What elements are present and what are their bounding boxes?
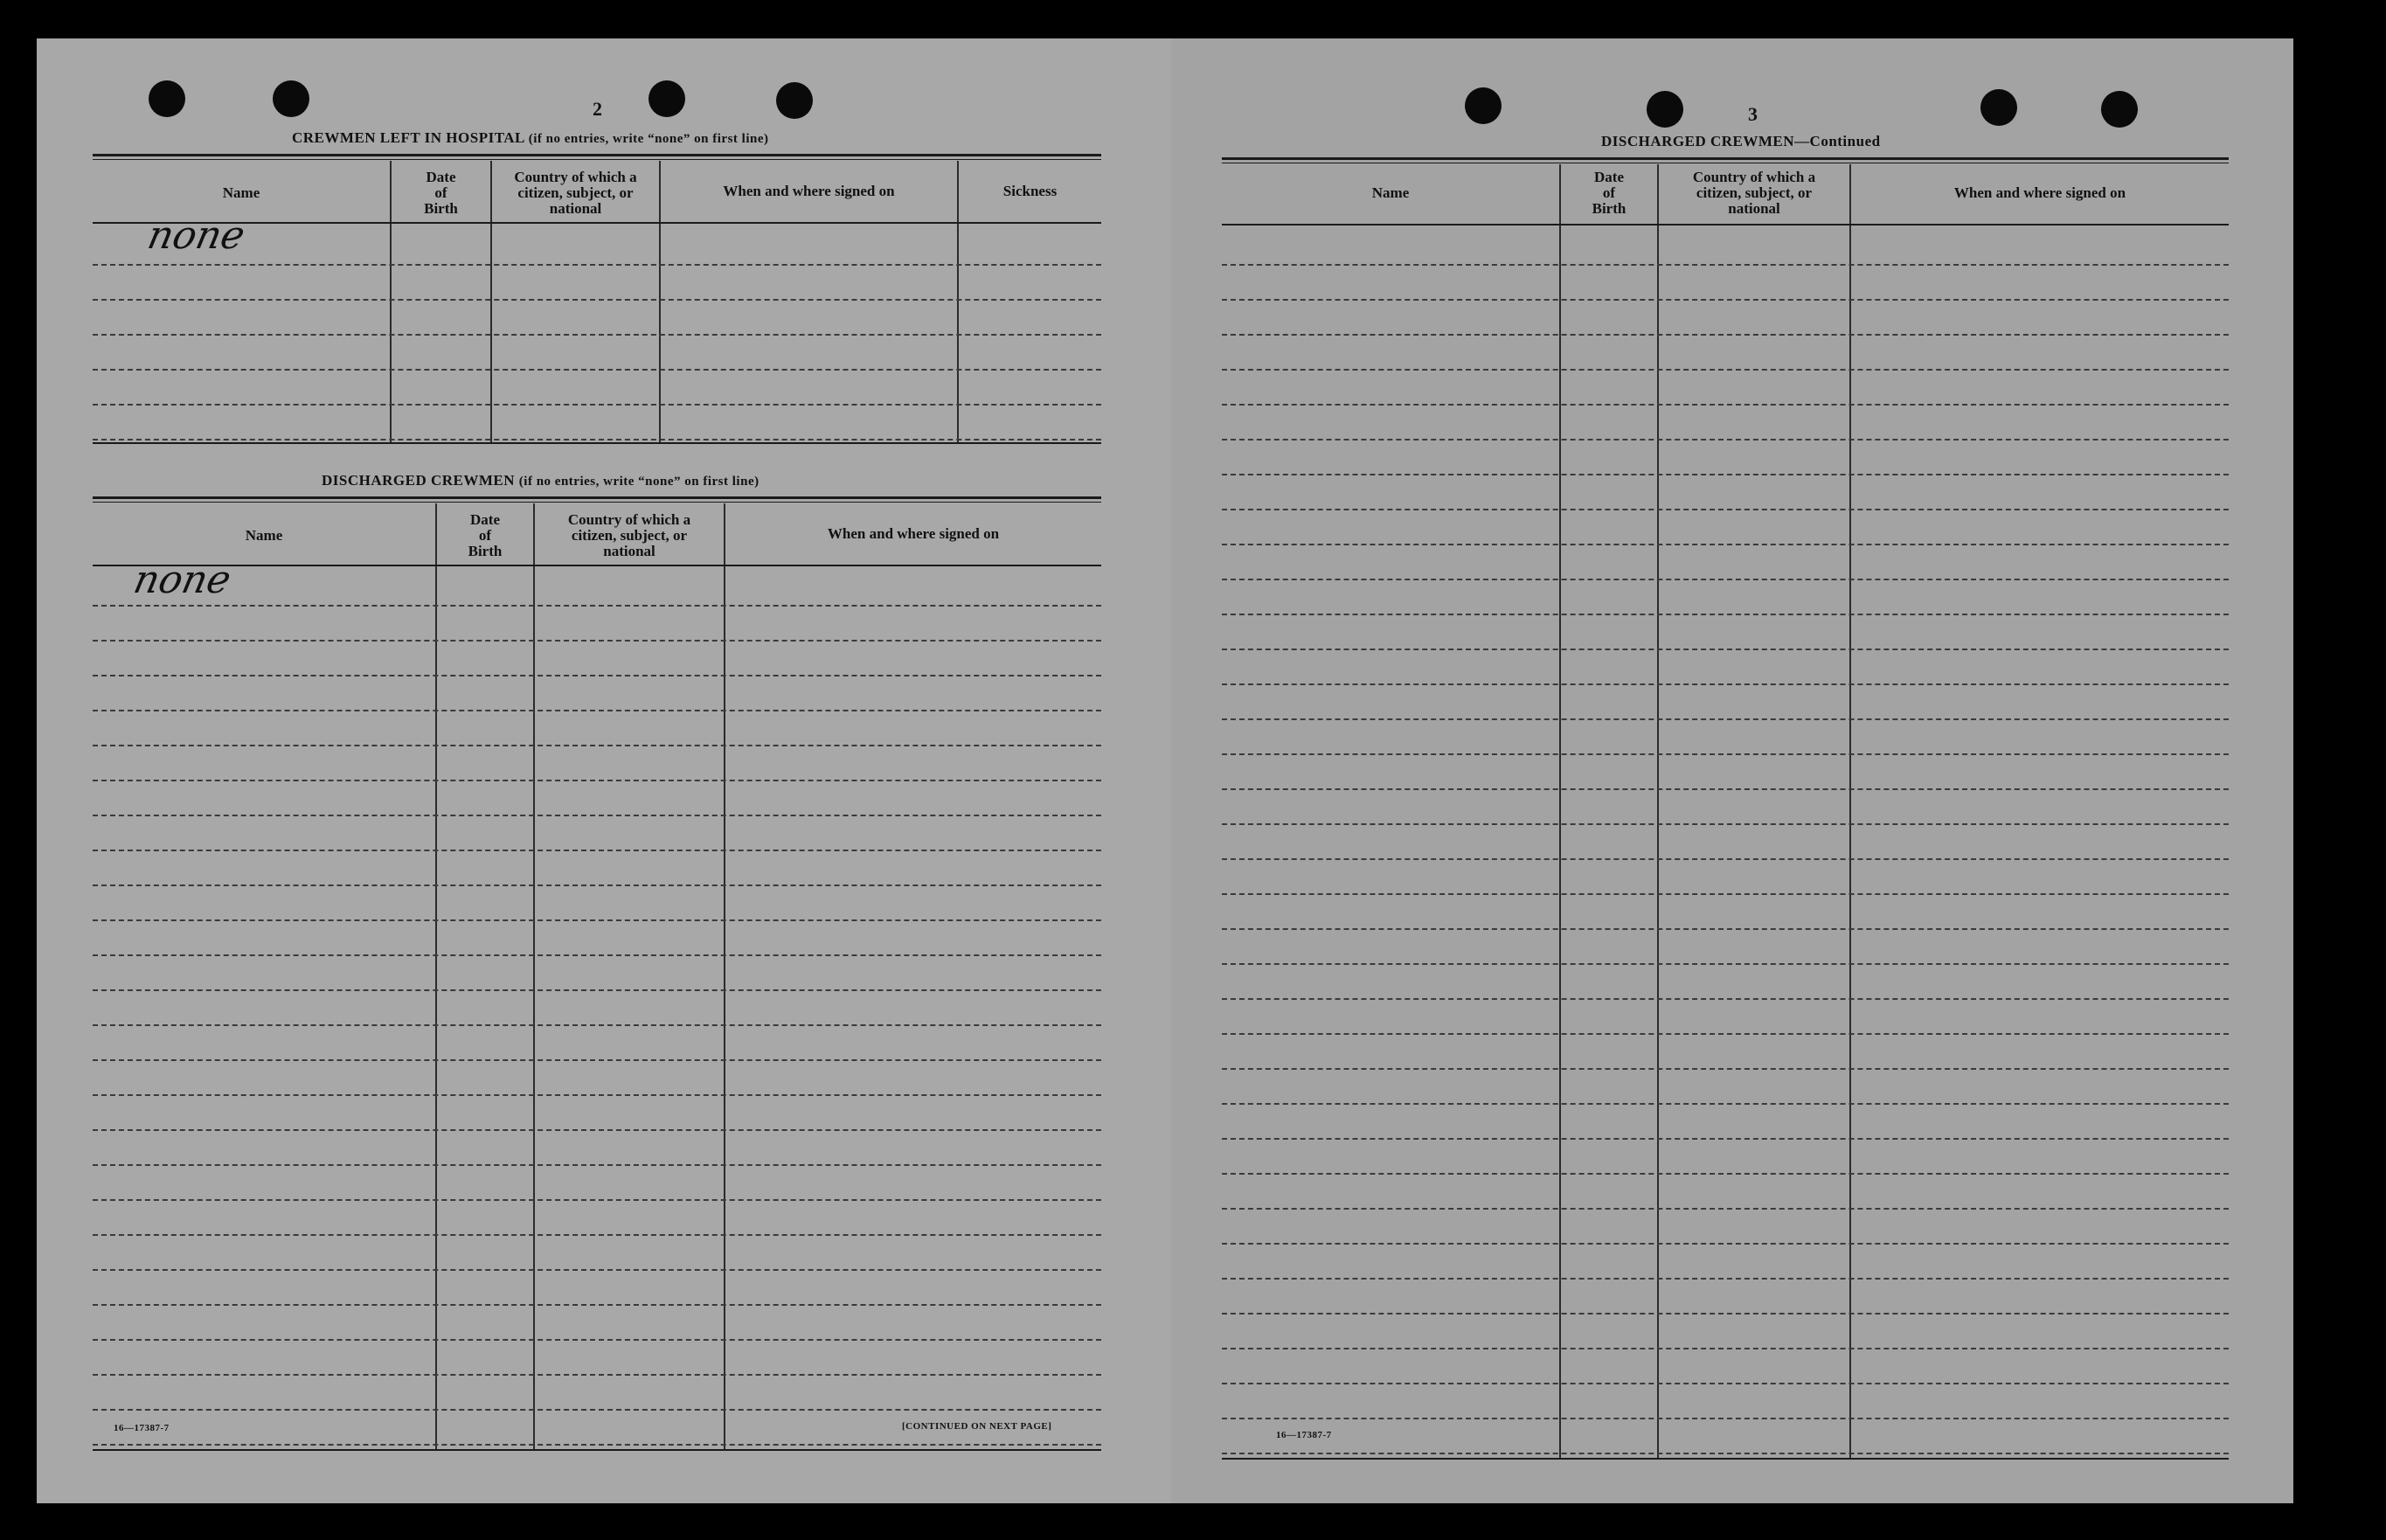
- ruled-line: [1222, 893, 2229, 895]
- discharged-header-country: Country of which a citizen, subject, or national: [567, 511, 691, 559]
- right-header-date-of-birth: Date of Birth: [1592, 169, 1627, 217]
- right-col-divider: [1559, 164, 1561, 1458]
- ruled-line: [1222, 753, 2229, 755]
- ruled-line: [1222, 1383, 2229, 1384]
- ruled-line: [93, 954, 1101, 956]
- discharged-col-divider: [533, 503, 535, 1449]
- ruled-line: [1222, 264, 2229, 266]
- ruled-line: [1222, 1278, 2229, 1280]
- hospital-bottom-rule: [93, 442, 1101, 444]
- ruled-line: [93, 745, 1101, 746]
- ruled-line: [93, 369, 1101, 371]
- continued-note: [CONTINUED ON NEXT PAGE]: [902, 1421, 1052, 1432]
- ruled-line: [1222, 1033, 2229, 1035]
- ruled-line: [1222, 788, 2229, 790]
- ruled-line: [93, 1269, 1101, 1271]
- ruled-line: [93, 1234, 1101, 1236]
- ruled-line: [1222, 718, 2229, 720]
- ruled-line: [93, 299, 1101, 301]
- discharged-col-divider: [724, 503, 725, 1449]
- right-page: [1171, 38, 2293, 1503]
- hospital-title-text: CREWMEN LEFT IN HOSPITAL: [292, 129, 524, 146]
- ruled-line: [1222, 299, 2229, 301]
- hospital-header-sickness: Sickness: [1002, 183, 1058, 199]
- ruled-line: [1222, 858, 2229, 860]
- discharged-handwritten-entry: none: [129, 558, 235, 602]
- ruled-line: [1222, 1313, 2229, 1315]
- hospital-header-date-of-birth: Date of Birth: [424, 169, 458, 217]
- hospital-header-when-where: When and where signed on: [723, 183, 895, 199]
- right-header-rule: [1222, 224, 2229, 225]
- discharged-top-rule-thin: [93, 502, 1101, 503]
- right-header-when-where: When and where signed on: [1953, 184, 2126, 201]
- ruled-line: [93, 439, 1101, 440]
- right-col-divider: [1849, 164, 1851, 1458]
- ruled-line: [93, 605, 1101, 607]
- form-code: 16—17387-7: [114, 1423, 170, 1433]
- hospital-col-divider: [659, 161, 661, 442]
- ruled-line: [93, 850, 1101, 851]
- page-number: 3: [1748, 103, 1758, 125]
- ruled-line: [93, 710, 1101, 711]
- punch-hole: [649, 80, 685, 117]
- punch-hole: [1647, 91, 1683, 128]
- ruled-line: [93, 1339, 1101, 1341]
- ledger-sheet: [37, 38, 2293, 1503]
- hospital-top-rule-thin: [93, 159, 1101, 160]
- ruled-line: [1222, 579, 2229, 580]
- ruled-line: [1222, 1418, 2229, 1419]
- ruled-line: [1222, 998, 2229, 1000]
- hospital-header-name: Name: [222, 184, 260, 201]
- ruled-line: [93, 919, 1101, 921]
- discharged-bottom-rule: [93, 1449, 1101, 1451]
- right-top-rule: [1222, 157, 2229, 160]
- ruled-line: [93, 1164, 1101, 1166]
- ruled-line: [1222, 928, 2229, 930]
- hospital-handwritten-entry: none: [143, 213, 249, 258]
- discharged-section-title: [322, 472, 759, 489]
- ruled-line: [93, 404, 1101, 406]
- ruled-line: [1222, 439, 2229, 440]
- ruled-line: [93, 1304, 1101, 1306]
- discharged-title-text: DISCHARGED CREWMEN: [322, 472, 516, 489]
- ruled-line: [93, 334, 1101, 336]
- hospital-instruction: (if no entries, write “none” on first line): [528, 132, 769, 146]
- ruled-line: [1222, 683, 2229, 685]
- ruled-line: [93, 1199, 1101, 1201]
- right-header-name: Name: [1371, 184, 1410, 201]
- ruled-line: [1222, 334, 2229, 336]
- discharged-instruction: (if no entries, write “none” on first line): [518, 475, 759, 489]
- ruled-line: [1222, 823, 2229, 825]
- ruled-line: [1222, 369, 2229, 371]
- ruled-line: [1222, 1103, 2229, 1105]
- ruled-line: [93, 675, 1101, 676]
- form-code: 16—17387-7: [1276, 1430, 1332, 1440]
- ruled-line: [1222, 1068, 2229, 1070]
- discharged-header-name: Name: [245, 527, 283, 544]
- ruled-line: [93, 1444, 1101, 1446]
- ruled-line: [93, 1374, 1101, 1376]
- ruled-line: [1222, 1453, 2229, 1454]
- punch-hole: [2101, 91, 2138, 128]
- ruled-line: [1222, 1208, 2229, 1210]
- punch-hole: [1465, 87, 1502, 124]
- ruled-line: [93, 264, 1101, 266]
- ruled-line: [1222, 509, 2229, 510]
- ruled-line: [1222, 649, 2229, 650]
- ruled-line: [1222, 474, 2229, 475]
- ruled-line: [93, 1094, 1101, 1096]
- hospital-top-rule: [93, 154, 1101, 156]
- right-header-country: Country of which a citizen, subject, or national: [1692, 169, 1816, 217]
- punch-hole: [149, 80, 185, 117]
- right-col-divider: [1657, 164, 1659, 1458]
- ruled-line: [1222, 963, 2229, 965]
- ruled-line: [1222, 404, 2229, 406]
- ruled-line: [1222, 1243, 2229, 1245]
- hospital-section-title: [292, 129, 769, 147]
- discharged-header-when-where: When and where signed on: [827, 525, 1000, 542]
- discharged-continued-title: DISCHARGED CREWMEN—Continued: [1601, 133, 1881, 149]
- page-number: 2: [593, 98, 602, 120]
- left-page: [37, 38, 1171, 1503]
- ruled-line: [1222, 1173, 2229, 1175]
- ruled-line: [93, 640, 1101, 642]
- ruled-line: [1222, 1138, 2229, 1140]
- discharged-col-divider: [435, 503, 437, 1449]
- punch-hole: [776, 82, 813, 119]
- discharged-header-rule: [93, 565, 1101, 566]
- ruled-line: [93, 884, 1101, 886]
- ruled-line: [1222, 544, 2229, 545]
- discharged-header-date-of-birth: Date of Birth: [468, 511, 503, 559]
- ruled-line: [93, 780, 1101, 781]
- ruled-line: [1222, 1348, 2229, 1349]
- ruled-line: [93, 989, 1101, 991]
- ruled-line: [93, 1409, 1101, 1411]
- punch-hole: [1980, 89, 2017, 126]
- ruled-line: [93, 1129, 1101, 1131]
- discharged-top-rule: [93, 496, 1101, 499]
- right-bottom-rule: [1222, 1458, 2229, 1460]
- ruled-line: [93, 1024, 1101, 1026]
- hospital-header-country: Country of which a citizen, subject, or national: [514, 169, 637, 217]
- hospital-col-divider: [957, 161, 959, 442]
- ruled-line: [93, 815, 1101, 816]
- ruled-line: [93, 1059, 1101, 1061]
- ruled-line: [1222, 614, 2229, 615]
- punch-hole: [273, 80, 309, 117]
